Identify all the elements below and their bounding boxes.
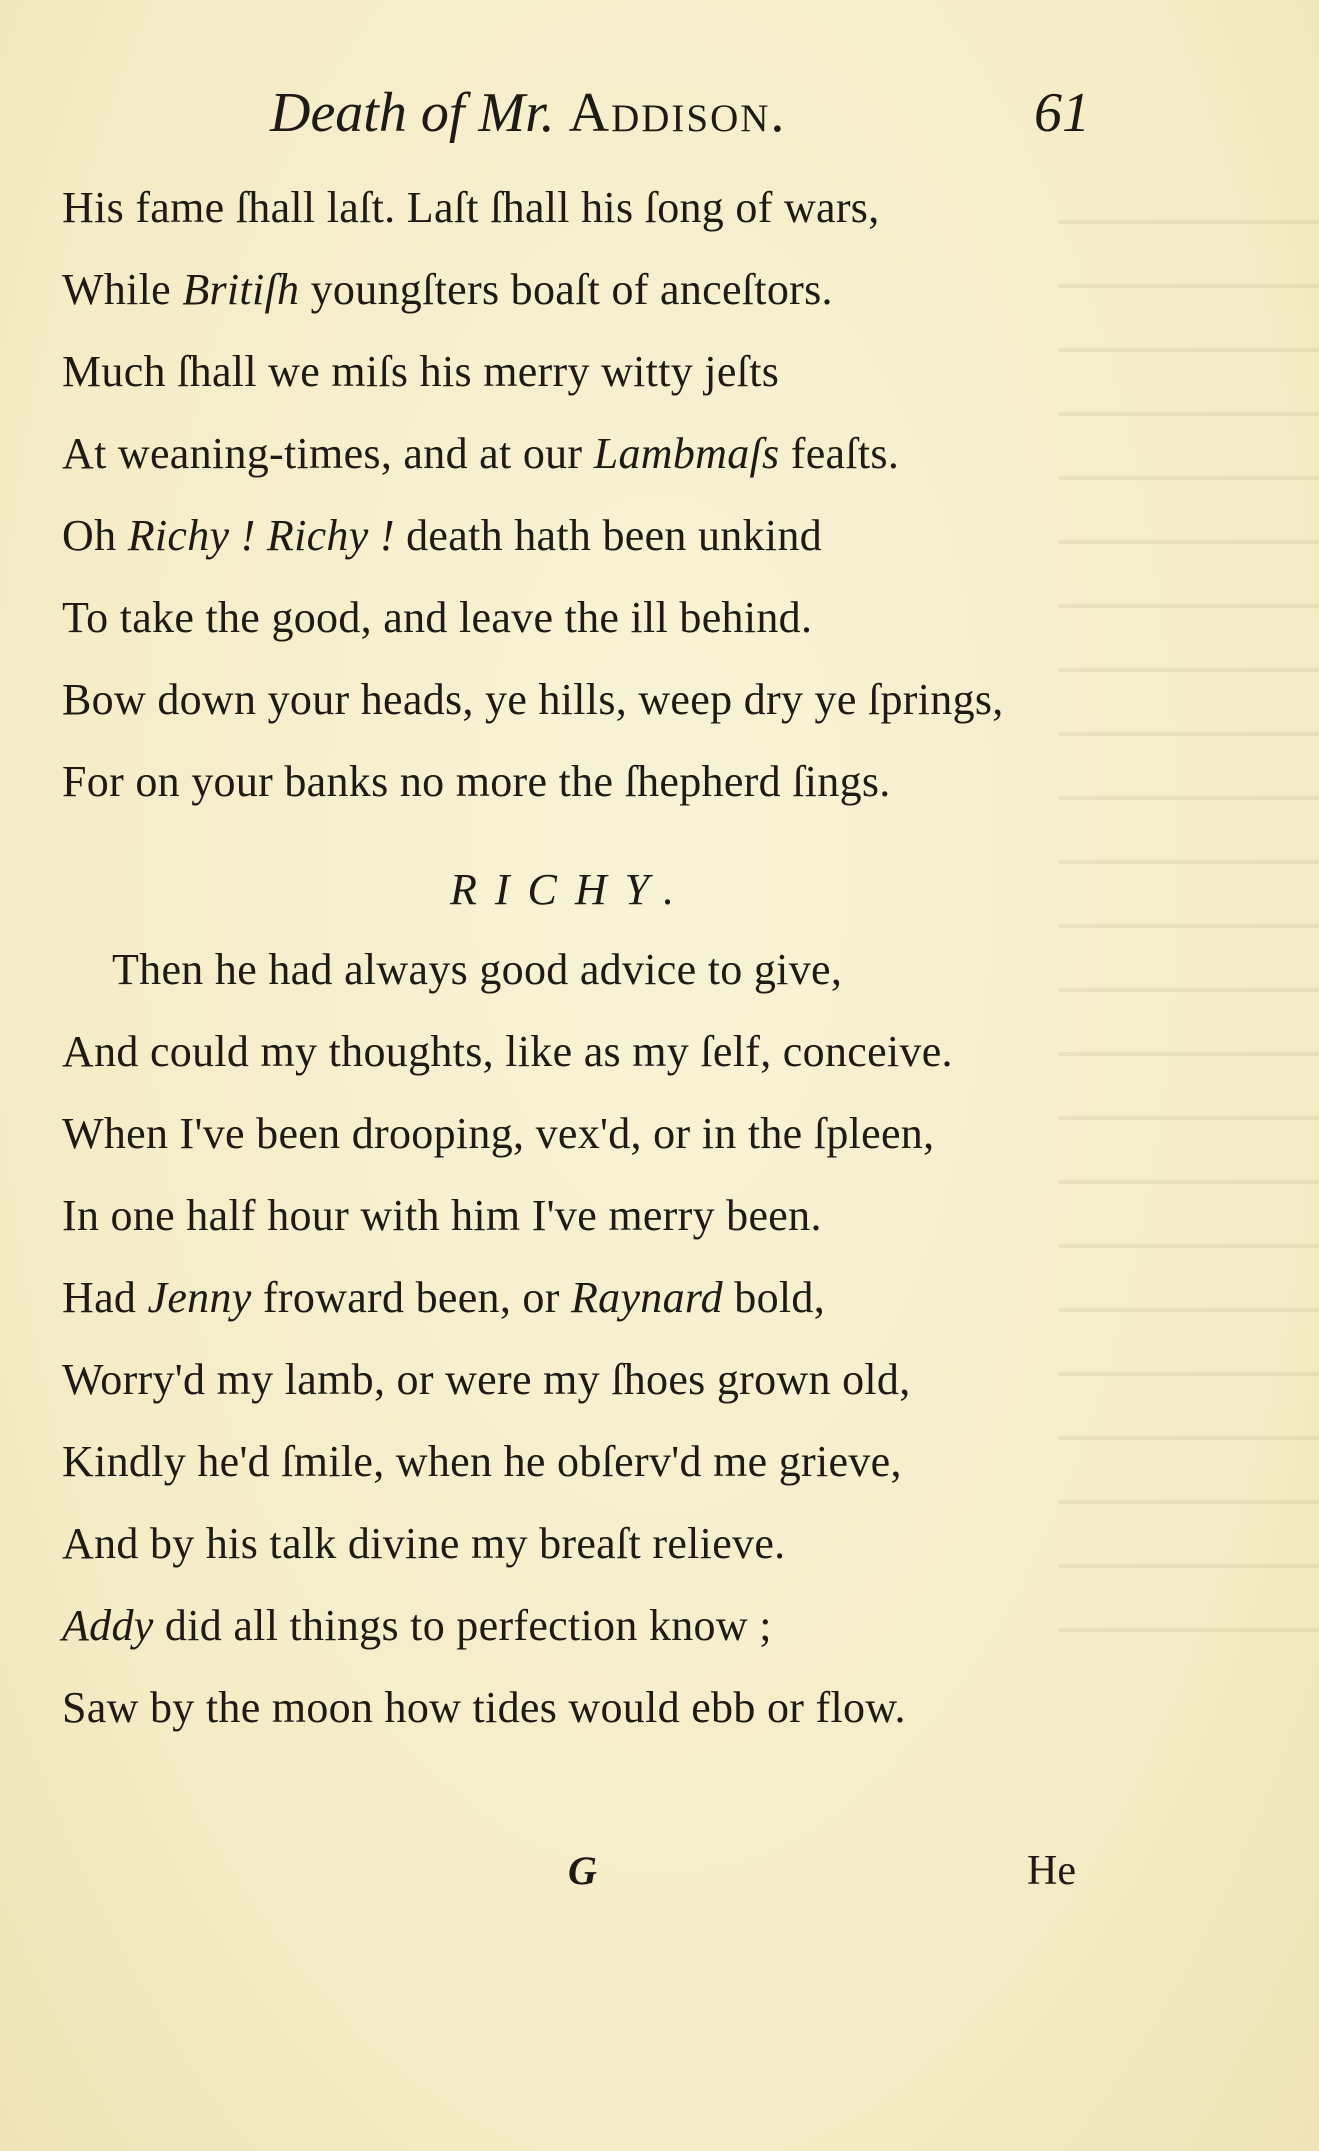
verse-line-17: Addy did all things to perfection know ;	[62, 1601, 772, 1650]
verse-line-8: For on your banks no more the ſhepherd ſings.	[62, 757, 891, 806]
verse-line-5: Oh Richy ! Richy ! death hath been unkind	[62, 511, 823, 560]
signature-mark: G	[568, 1848, 597, 1893]
speaker-heading: RICHY.	[450, 865, 693, 914]
verse-line-2: While Britiſh youngſters boaſt of anceſtors.	[62, 265, 833, 314]
verse-line-16: And by his talk divine my breaſt relieve.	[62, 1519, 786, 1568]
verse-line-10: And could my thoughts, like as my ſelf, conceive.	[62, 1027, 953, 1076]
verse-line-18: Saw by the moon how tides would ebb or flow.	[62, 1683, 906, 1732]
verse-line-11: When I've been drooping, vex'd, or in the ſpleen,	[62, 1109, 935, 1158]
verse-line-7: Bow down your heads, ye hills, weep dry ye ſprings,	[62, 675, 1004, 724]
catchword: He	[1027, 1848, 1076, 1894]
verse-line-4: At weaning-times, and at our Lambmaſs feaſts.	[62, 429, 900, 478]
verse-line-1: His fame ſhall laſt. Laſt ſhall his ſong of wars,	[62, 183, 880, 232]
running-head	[270, 78, 1090, 148]
verse-line-9: Then he had always good advice to give,	[112, 945, 843, 994]
verse-line-14: Worry'd my lamb, or were my ſhoes grown old,	[62, 1355, 911, 1404]
show-through-texture	[1059, 160, 1319, 1660]
verse-line-13: Had Jenny froward been, or Raynard bold,	[62, 1273, 826, 1322]
verse-line-3: Much ſhall we miſs his merry witty jeſts	[62, 347, 780, 396]
page-number: 61	[1034, 82, 1090, 144]
running-head-name: Addison.	[568, 82, 787, 144]
running-head-title: Death of Mr.	[270, 82, 555, 144]
verse-line-6: To take the good, and leave the ill behind.	[62, 593, 813, 642]
verse-line-15: Kindly he'd ſmile, when he obſerv'd me grieve,	[62, 1437, 902, 1486]
verse-line-12: In one half hour with him I've merry been.	[62, 1191, 822, 1240]
